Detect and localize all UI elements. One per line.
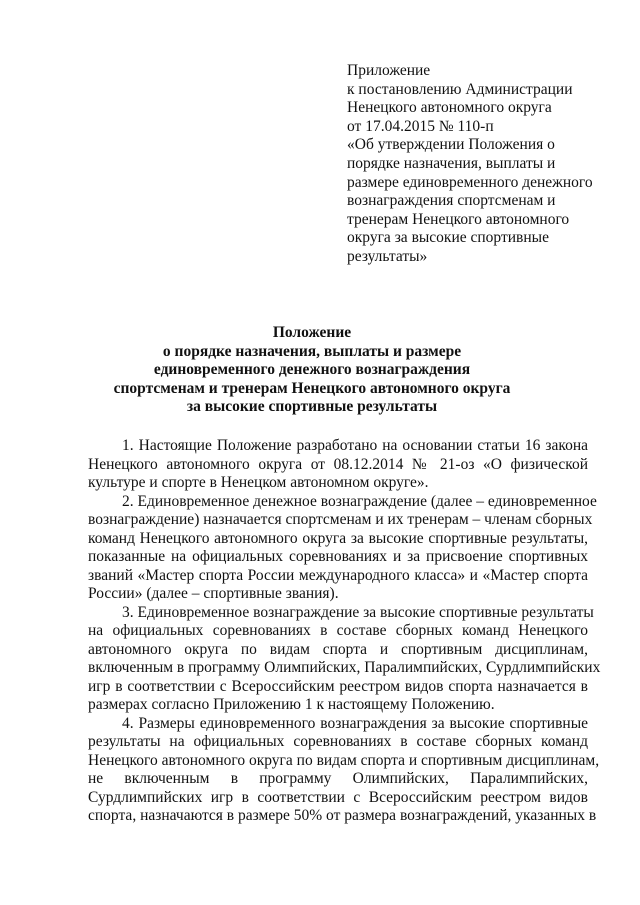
title-line: Положение: [272, 324, 352, 341]
paragraph-line: вознаграждение) назначается спортсменам и их тренерам – членам сборных: [88, 511, 593, 528]
paragraph-line: 4. Размеры единовременного вознаграждения за высокие спортивные: [122, 714, 588, 732]
annex-line: Приложение: [347, 62, 431, 79]
paragraph-line: России» (далее – спортивные звания).: [88, 585, 339, 602]
annex-line: от 17.04.2015 № 110-п: [347, 117, 494, 135]
annex-line: округа за высокие спортивные: [347, 229, 549, 247]
annex-line: вознаграждения спортсменам и: [347, 192, 556, 210]
annex-line: размере единовременного денежного: [347, 173, 593, 191]
paragraph-line: результаты на официальных соревнованиях в составе сборных команд: [88, 733, 588, 750]
paragraph-line: автономного округа по видам спорта и спортивным дисциплинам,: [88, 640, 588, 658]
paragraph-line: Ненецкого автономного округа от 08.12.2014 № 21-оз «О физической: [88, 455, 588, 473]
title-line: единовременного денежного вознаграждения: [153, 361, 471, 379]
paragraph-line: включенным в программу Олимпийских, Паралимпийских, Сурдлимпийских: [88, 659, 601, 676]
paragraph-line: 1. Настоящие Положение разработано на основании статьи 16 закона: [122, 437, 588, 454]
paragraph-line: на официальных соревнованиях в составе сборных команд Ненецкого: [88, 622, 588, 639]
paragraph-line: игр в соответствии с Всероссийским реестром видов спорта назначается в: [88, 677, 588, 695]
title-line: за высокие спортивные результаты: [186, 398, 438, 416]
paragraph-line: показанные на официальных соревнованиях и за присвоение спортивных: [88, 548, 588, 565]
paragraph-line: 2. Единовременное денежное вознаграждение (далее – единовременное: [122, 492, 597, 510]
paragraph-line: размерах согласно Приложению 1 к настоящему Положению.: [88, 696, 495, 713]
paragraph-line: не включенным в программу Олимпийских, Паралимпийских,: [88, 770, 588, 787]
annex-line: тренерам Ненецкого автономного: [347, 210, 570, 228]
paragraph-line: 3. Единовременное вознаграждение за высокие спортивные результаты: [122, 603, 594, 621]
paragraph-line: команд Ненецкого автономного округа за высокие спортивные результаты,: [88, 529, 588, 547]
annex-line: «Об утверждении Положения о: [347, 136, 555, 154]
paragraph-2: [88, 492, 597, 604]
title-line: спортсменам и тренерам Ненецкого автономного округа: [113, 379, 511, 397]
annex-line: результаты»: [347, 247, 428, 265]
paragraph-line: званий «Мастер спорта России международного класса» и «Мастер спорта: [88, 566, 588, 584]
paragraph-line: Ненецкого автономного округа по видам спорта и спортивным дисциплинам,: [88, 751, 600, 769]
annex-header: [347, 62, 597, 267]
paragraph-1: [88, 437, 588, 493]
paragraph-line: спорта, назначаются в размере 50% от размера вознаграждений, указанных в: [88, 807, 597, 824]
annex-line: к постановлению Администрации: [347, 80, 573, 98]
annex-line: порядке назначения, выплаты и: [347, 154, 556, 172]
paragraph-4: [88, 714, 600, 826]
annex-line: Ненецкого автономного округа: [347, 99, 552, 117]
document-body: [88, 437, 601, 826]
paragraph-line: Сурдлимпийских игр в соответствии с Всероссийским реестром видов: [88, 788, 588, 806]
document-title: [100, 324, 524, 417]
paragraph-line: культуре и спорте в Ненецком автономном округе».: [88, 474, 429, 491]
title-line: о порядке назначения, выплаты и размере: [162, 342, 462, 360]
paragraph-3: [88, 603, 601, 715]
